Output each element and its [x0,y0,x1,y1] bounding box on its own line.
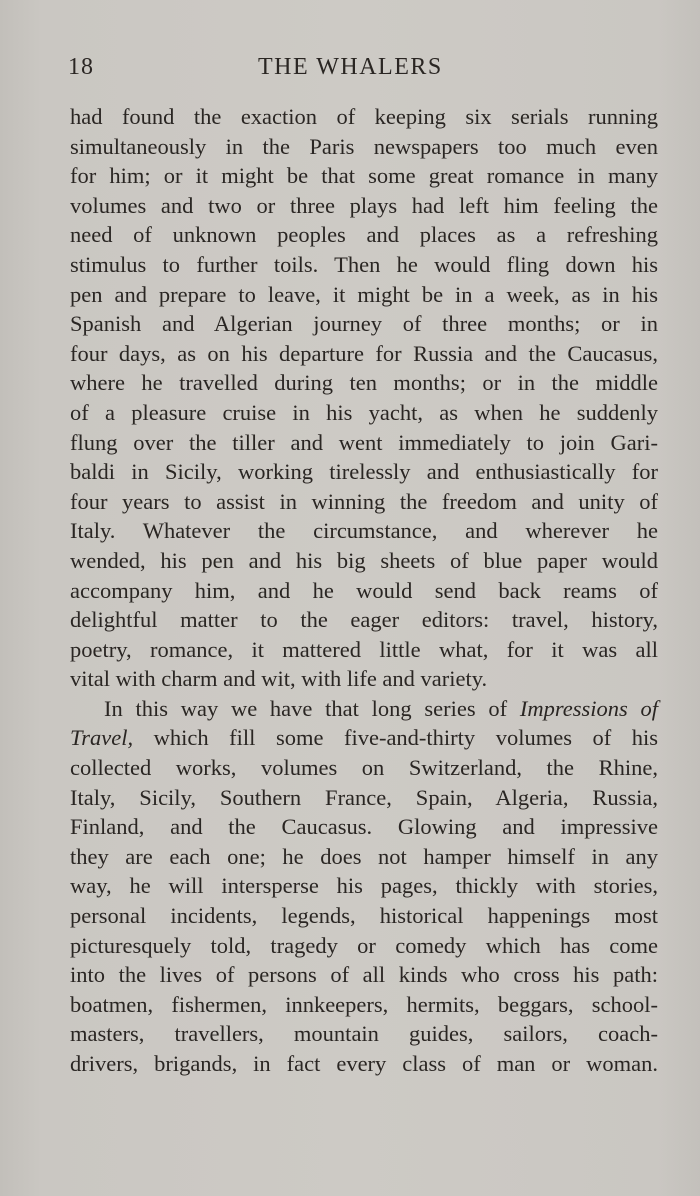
text-line: where he travelled during ten months; or in the middle [70,370,658,396]
text-line: they are each one; he does not hamper himself in any [70,843,658,869]
line-text: which fill some five-and-thirty volumes of his [133,725,658,751]
text-line: wended, his pen and his big sheets of blue paper would [70,547,658,573]
text-line: stimulus to further toils. Then he would fling down his [70,251,658,277]
text-line: of a pleasure cruise in his yacht, as when he suddenly [70,399,658,425]
text-line: Italy, Sicily, Southern France, Spain, Algeria, Russia, [70,784,658,810]
text-line: collected works, volumes on Switzerland, the Rhine, [70,755,658,781]
line-text: In this way we have that long series of [104,695,520,721]
text-line: simultaneously in the Paris newspapers too much even [70,133,658,159]
paragraph-2 [70,694,658,1079]
book-title-italic: Travel, [70,725,134,751]
text-line: four days, as on his departure for Russia and the Caucasus, [70,340,658,366]
text-line: accompany him, and he would send back reams of [70,577,658,603]
text-line: volumes and two or three plays had left him feeling the [70,192,658,218]
text-line: pen and prepare to leave, it might be in a week, as in his [70,281,658,307]
text-line: into the lives of persons of all kinds who cross his path: [70,962,658,988]
book-title-italic: Impressions of [519,695,658,721]
text-line: way, he will intersperse his pages, thickly with stories, [70,873,658,899]
text-line [70,723,658,753]
text-line: flung over the tiller and went immediately to join Gari- [70,429,658,455]
text-line: baldi in Sicily, working tirelessly and enthusiastically for [70,459,658,485]
text-line [70,694,658,724]
text-line: Italy. Whatever the circumstance, and wherever he [70,518,658,544]
text-line: four years to assist in winning the freedom and unity of [70,488,658,514]
text-line: Spanish and Algerian journey of three months; or in [70,311,658,337]
text-line: had found the exaction of keeping six serials running [70,104,658,129]
text-line: vital with charm and wit, with life and variety. [70,666,488,692]
text-line: boatmen, fishermen, innkeepers, hermits, beggars, school- [70,991,658,1017]
text-line: picturesquely told, tragedy or comedy which has come [70,932,658,958]
text-line: need of unknown peoples and places as a refreshing [70,222,658,248]
text-line: personal incidents, legends, historical happenings most [70,903,658,929]
text-line: poetry, romance, it mattered little what, for it was all [70,636,658,662]
running-title: THE WHALERS [258,54,443,80]
paragraph-1 [70,102,658,694]
running-head [68,54,470,84]
body-text [70,102,658,1079]
text-line: for him; or it might be that some great romance in many [70,163,658,189]
text-line: delightful matter to the eager editors: travel, history, [70,607,658,633]
text-line: Finland, and the Caucasus. Glowing and impressive [70,814,658,840]
page-number: 18 [68,54,94,80]
text-line: masters, travellers, mountain guides, sailors, coach- [70,1021,658,1047]
text-line: drivers, brigands, in fact every class of man or woman. [70,1051,658,1076]
